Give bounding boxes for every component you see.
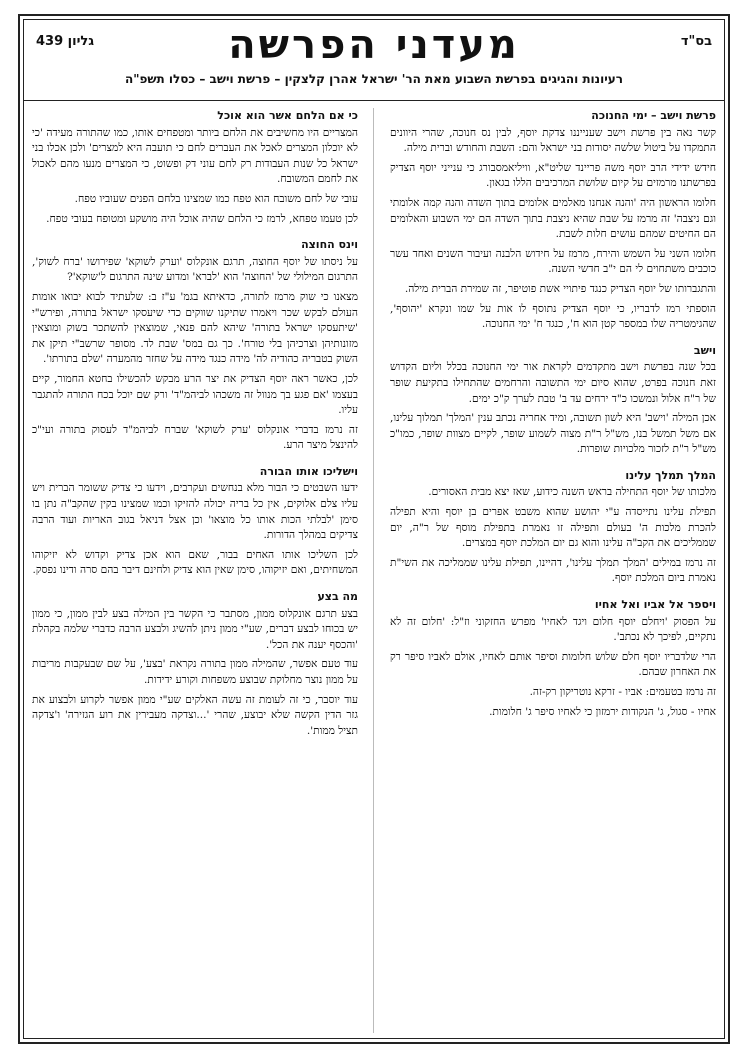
section-paragraph: לכן, כאשר ראה יוסף הצדיק את יצר הרע מבקש להכשילו בחטא החמור, קיים בעצמו 'אם פגע בך מנוול זה משכהו לביהמ"ד' ורק שם יוכל בכח התורה להתגבר עליו. bbox=[32, 372, 358, 417]
section-paragraph: על הפסוק 'ויחלם יוסף חלום ויגד לאחיו' מפרש החזקוני וז"ל: 'חלום זה לא נתקיים, לפיכך לא נכתב'. bbox=[390, 615, 716, 644]
article-section bbox=[390, 108, 716, 333]
section-paragraph: על ניסתו של יוסף החוצה, תרגם אונקלוס 'וערק לשוקא' שפירושו 'ברח לשוק', התרגום המילולי של 'החוצה' הוא 'לברא' ומדוע שינה התרגום ל'שוקא'? bbox=[32, 255, 358, 284]
section-heading: וינס החוצה bbox=[301, 238, 358, 252]
section-paragraph: מצאנו כי שוק מרמז לתורה, כדאיתא בגמ' ע"ז ב: שלעתיד לבוא יבואו אומות העולם לבקש שכר ויאמרו שתיקנו שווקים כדי שיעסקו ישראל בתורה, ופירש"י 'שיתעסקו ישראל בתורה' שיהא להם פנאי, שמוצאין להשתכר בשוק ומוצאין מזונותיהן וצרכיהן בלי טורח'. כך גם במס' שבת לד. מסופר שרשב"י תיקן את השוק בטבריה כהודיה לה' מידה כנגד מידה על שחזר מהמערה 'שלם בתורתו'. bbox=[32, 290, 358, 366]
column-divider bbox=[373, 108, 374, 1033]
section-heading: פרשת וישב – ימי החנוכה bbox=[591, 109, 716, 122]
section-heading: ויספר אל אביו ואל אחיו bbox=[594, 598, 716, 612]
section-paragraph: הוספתי רמז לדבריו, כי יוסף הצדיק נתוסף לו אות על שמו ונקרא 'יהוסף', שהגימטריה שלו במספר קטן הוא ח', כנגד ח' ימי החנוכה. bbox=[390, 302, 716, 331]
article-section bbox=[390, 343, 716, 458]
section-paragraph: עובי של לחם משובח הוא טפח כמו שמצינו בלחם הפנים שעוביו טפח. bbox=[74, 192, 358, 205]
section-paragraph: והתגברותו של יוסף הצדיק כנגד פיתויי אשת פוטיפר, זה שמירת הברית מילה. bbox=[404, 282, 716, 295]
section-paragraph: קשר נאה בין פרשת וישב שענייננו צדקת יוסף, לבין נס חנוכה, שהרי היוונים התמקדו על ביטול שלשה יסודות בני ישראל והם: השבת והחודש וברית מילה. bbox=[390, 126, 716, 155]
section-paragraph: מלכותו של יוסף התחילה בראש השנה כידוע, שאז יצא מבית האסורים. bbox=[428, 486, 716, 499]
section-heading: וישב bbox=[693, 343, 716, 357]
section-paragraph: חלומו השני על השמש והירח, מרמז על חידוש הלבנה ועיבור השנים ואחד עשר כוכבים משתחוים לי הם י"ב חדשי השנה. bbox=[390, 247, 716, 276]
section-heading: מה בצע bbox=[317, 590, 358, 604]
article-section bbox=[32, 589, 358, 739]
section-paragraph: זה נרמז בדברי אונקלוס 'ערק לשוקא' שברח לביהמ"ד לעסוק בתורה ועי"כ להינצל מיצר הרע. bbox=[32, 423, 358, 452]
article-section bbox=[32, 237, 358, 454]
section-heading: המלך תמלך עלינו bbox=[625, 468, 716, 482]
section-paragraph: עוד טעם אפשר, שהמילה ממון בתורה נקראת 'בצע', על שם שבעקבות מריבות על ממון נוצר מחלוקת שבוצע משפחות וקורע ידידות. bbox=[32, 658, 358, 686]
article-section bbox=[390, 597, 716, 720]
left-column bbox=[32, 108, 358, 1033]
section-paragraph: הרי שלדבריו יוסף חלם שלוש חלומות וסיפר אותם לאחיו, אולם לאביו סיפר רק את האחרון שבהם. bbox=[390, 650, 716, 679]
section-paragraph: לכן טעמו טפחא, לרמז כי הלחם שהיה אוכל היה מושקע ומטופח בעובי טפח. bbox=[46, 212, 358, 225]
section-paragraph: בצע תרגם אונקלוס ממון, מסתבר כי הקשר בין המילה בצע לבין ממון, כי ממון יש בכוחו לבצע דברים, שע"י ממון ניתן להשיג ולבצע הרבה כדברי שלמה בקהלת 'והכסף יענה את הכל'. bbox=[32, 607, 358, 651]
article-section bbox=[390, 468, 716, 587]
section-heading: כי אם הלחם אשר הוא אוכל bbox=[217, 109, 358, 122]
section-paragraph: חידש ידידי הרב יוסף משה פריינד שליט"א, וויליאמסבורג כי ענייני יוסף הצדיק בפרשתנו מרמזים על קיום שלושת המרכיבים הללו בגאון. bbox=[390, 161, 716, 190]
bsd-mark: בס"ד bbox=[680, 34, 712, 49]
page-subtitle: רעיונות והגיגים בפרשת השבוע מאת הר' ישראל אהרן קלצקין – פרשת וישב – כסלו תשפ"ה bbox=[125, 72, 623, 86]
section-paragraph: בכל שנה בפרשת וישב מתקדמים לקראת אור ימי החנוכה בכלל וליום הקדוש זאת חנוכה בפרט, שהוא סיום ימי התשובה והרחמים שהתחילו בתקיעת שופר של ר"ח אלול ונמשכו כ"ד ירחים עד ב' טבת לערך ק"כ ימים. bbox=[390, 361, 716, 405]
section-paragraph: זה נרמז בטעמים: אביו - זרקא נוטריקון רק-זה. bbox=[529, 686, 716, 698]
article-section bbox=[32, 108, 358, 227]
section-paragraph: עוד יוסבר, כי זה לעומת זה עשה האלקים שע"י ממון אפשר לקרוע ולבצוע את גזר הדין הקשה שלא יבוצע, שהרי '...וצדקה מעבירין את רוע הגזירה' ו'צדקה תציל ממות'. bbox=[32, 693, 358, 737]
issue-number: גליון 439 bbox=[36, 34, 95, 49]
section-paragraph: תפילת עלינו נתייסדה ע"י יהושע שהוא משבט אפרים בן יוסף והיא תפילה להכרת מלכות ה' בעולם ותפילה זו נאמרת בתפילת מוסף של ר"ה, יום שממליכים את הקב"ה עלינו והוא גם יום המלכת יוסף במצרים. bbox=[390, 506, 716, 550]
article-section bbox=[32, 464, 358, 579]
section-heading: וישליכו אותו הבורה bbox=[259, 464, 358, 478]
masthead bbox=[24, 20, 724, 102]
header-divider bbox=[24, 100, 724, 101]
section-paragraph: ידעו השבטים כי הבור מלא בנחשים ועקרבים, וידעו כי צדיק ששומר הברית ויש עליו צלם אלוקים, אין כל בריה יכולה להזיקו וכמו שמצינו בקין שהקב"ה נתן בו סימן 'לבלתי הכות אותו כל מוצאו' וכן אצל דניאל בגוב האריות ועוד הרבה צדיקים במהלך הדורות. bbox=[32, 482, 358, 542]
page-frame bbox=[18, 14, 730, 1044]
section-paragraph: המצריים היו מחשיבים את הלחם ביותר ומטפחים אותו, כמו שהתורה מעידה 'כי לא יוכלון המצרים לאכל את העברים לחם כי תועבה היא למצרים' ולכן אכלו בני ישראל כל שנות העבודות רק לחם עוני דק ופשוט, כי המצרים מנעו מהם לאכול את לחמם המשובח. bbox=[32, 126, 358, 186]
section-paragraph: אכן המילה 'וישב' היא לשון תשובה, ומיד אחריה נכתב ענין 'המלך' תמלוך עלינו, אם משל תמשל בנו, מש"ל ר"ת מצוה לשמוע שופר, לקיים מצוות שופר, כמו"כ מש"ל ר"ת לזכור מלכויות שופרות. bbox=[390, 412, 716, 456]
section-paragraph: לכן השליכו אותו האחים בבור, שאם הוא אכן צדיק וקדוש לא יזיקוהו המשחיתים, ואם יזיקוהו, סימן שאין הוא צדיק ולחינם דיבר בהם סרה ודינו נפסק. bbox=[32, 548, 358, 577]
page-title: מעדני הפרשה bbox=[228, 22, 520, 68]
section-paragraph: אחיו - סגול, ג' הנקודות ירמזון כי לאחיו סיפר ג' חלומות. bbox=[489, 705, 716, 718]
section-paragraph: זה נרמז במילים 'המלך תמלך עלינו', דהיינו, תפילת עלינו שממליכה את השי"ת נאמרת ביום המלכת יוסף. bbox=[390, 556, 716, 585]
section-paragraph: חלומו הראשון היה 'והנה אנחנו מאלמים אלומים בתוך השדה והנה קמה אלומתי וגם ניצבה' זה מרמז על שבת שהיא ניצבת בתוך השדה הם ימי השבוע והאלומים הם החיטים שמהם עושים חלות לשבת. bbox=[390, 196, 716, 241]
right-column bbox=[390, 108, 716, 1033]
